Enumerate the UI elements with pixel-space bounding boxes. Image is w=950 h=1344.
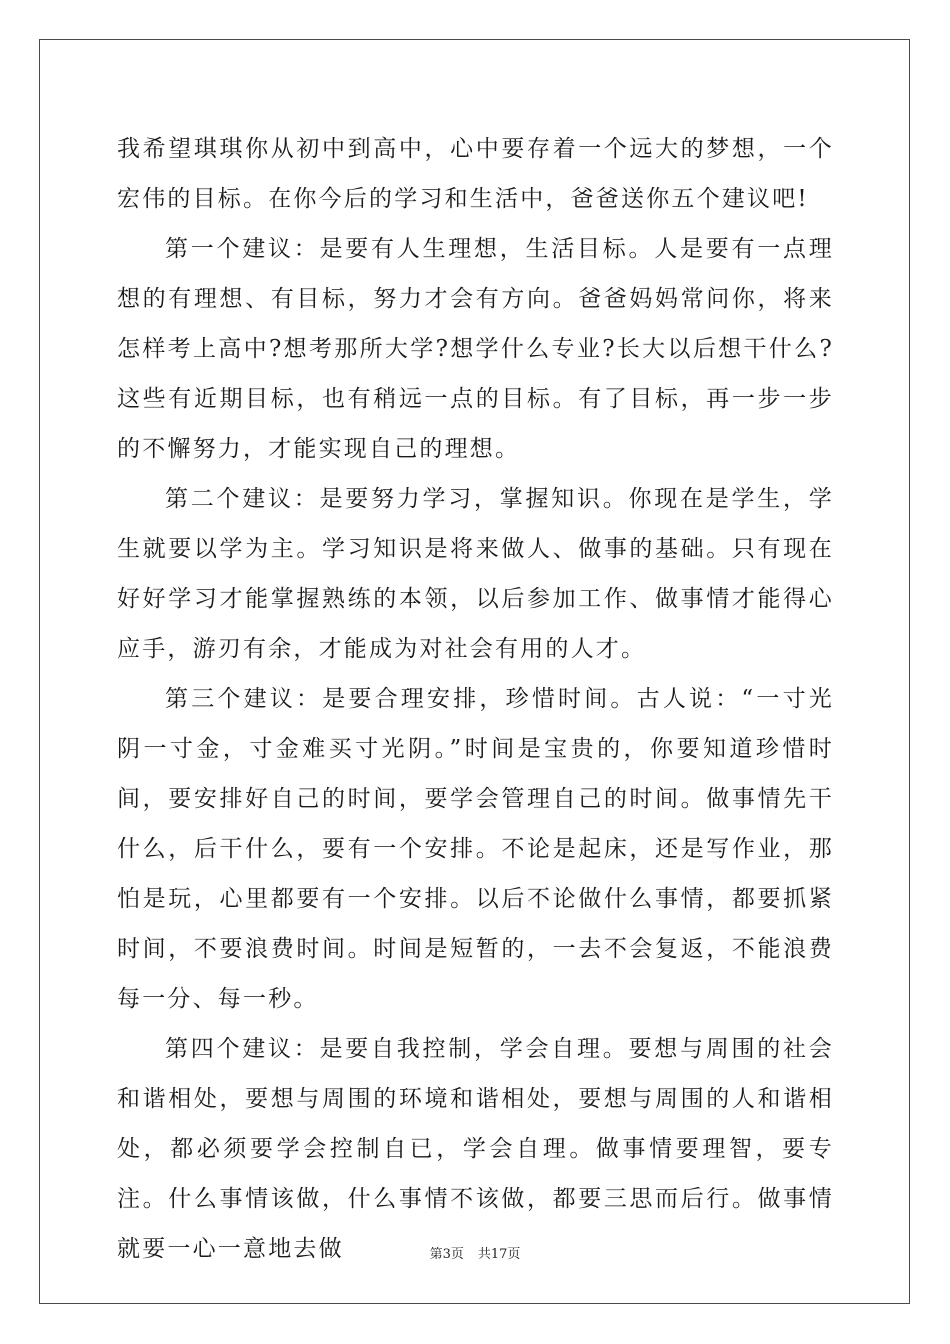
document-body — [117, 124, 834, 1274]
page-number: 第3页 — [429, 1247, 464, 1262]
page-footer — [0, 1243, 950, 1262]
page-total: 共17页 — [477, 1247, 521, 1262]
paragraph-suggestion-3: 第三个建议：是要合理安排，珍惜时间。古人说：“一寸光阴一寸金，寸金难买寸光阴。”时间是宝贵的，你要知道珍惜时间，要安排好自己的时间，要学会管理自己的时间。做事情先干什么，后干什么，要有一个安排。不论是起床，还是写作业，那怕是玩，心里都要有一个安排。以后不论做什么事情，都要抓紧时间，不要浪费时间。时间是短暂的，一去不会复返，不能浪费每一分、每一秒。 — [117, 686, 834, 1012]
paragraph-intro: 我希望琪琪你从初中到高中，心中要存着一个远大的梦想，一个宏伟的目标。在你今后的学习和生活中，爸爸送你五个建议吧! — [117, 136, 834, 212]
paragraph-suggestion-2: 第二个建议：是要努力学习，掌握知识。你现在是学生，学生就要以学为主。学习知识是将来做人、做事的基础。只有现在好好学习才能掌握熟练的本领，以后参加工作、做事情才能得心应手，游刃有余，才能成为对社会有用的人才。 — [117, 486, 834, 662]
paragraph-suggestion-4: 第四个建议：是要自我控制，学会自理。要想与周围的社会和谐相处，要想与周围的环境和谐相处，要想与周围的人和谐相处，都必须要学会控制自已，学会自理。做事情要理智，要专注。什么事情该做，什么事情不该做，都要三思而后行。做事情就要一心一意地去做 — [117, 1036, 834, 1262]
paragraph-suggestion-1: 第一个建议：是要有人生理想，生活目标。人是要有一点理想的有理想、有目标，努力才会有方向。爸爸妈妈常问你，将来怎样考上高中?想考那所大学?想学什么专业?长大以后想干什么?这些有近期目标，也有稍远一点的目标。有了目标，再一步一步的不懈努力，才能实现自己的理想。 — [117, 236, 834, 462]
